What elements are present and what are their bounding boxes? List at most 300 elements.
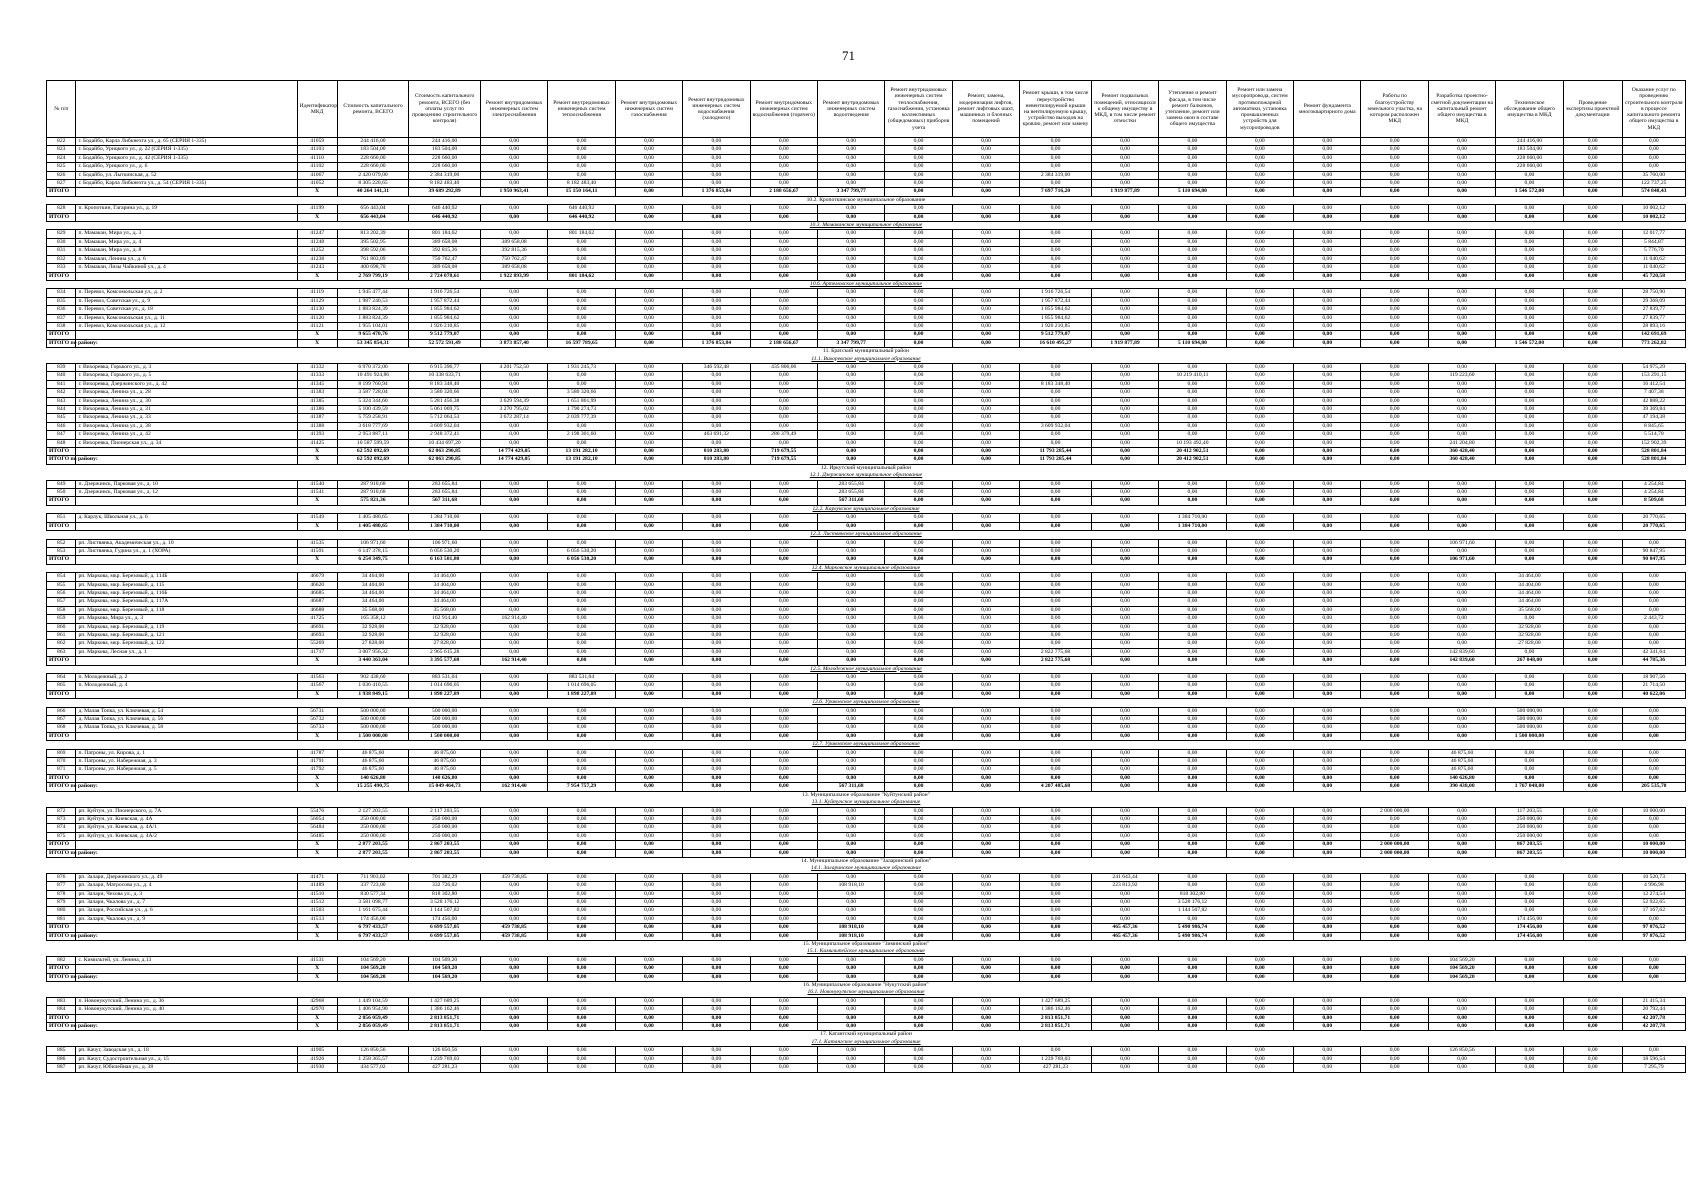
table-cell: 0,00 [480,724,547,732]
table-cell: 0,00 [1226,306,1293,314]
table-cell: 1 384 710,00 [1159,522,1226,530]
table-cell: 0,00 [1091,690,1158,698]
table-cell: 0,00 [683,414,750,422]
table-cell: 1 855 984,62 [409,314,481,322]
table-cell: 0,00 [885,297,952,305]
table-cell: 0,00 [1294,322,1361,330]
address-cell [76,456,297,464]
table-cell: 0,00 [1563,682,1622,690]
table-cell: ИТОГО [47,690,76,698]
table-cell: 0,00 [1563,807,1622,815]
table-cell: 0,00 [615,997,682,1005]
table-cell: 0,00 [615,397,682,405]
table-cell: 2 948 372,41 [409,431,481,439]
table-cell: 0,00 [817,774,884,782]
column-header: Техническое обследование общего имущества в МКД [1496,81,1563,138]
table-cell: 0,00 [1496,907,1563,915]
table-cell: 0,00 [1294,372,1361,380]
table-cell: 0,00 [1091,598,1158,606]
table-cell: 0,00 [1020,598,1092,606]
table-cell: 0,00 [750,915,817,923]
table-cell: 20 412 902,51 [1159,448,1226,456]
table-cell: 0,00 [1496,414,1563,422]
table-cell: 5 110 694,00 [1159,339,1226,347]
table-cell: 0,00 [952,297,1019,305]
total-row [47,339,1686,347]
table-cell: 0,00 [750,873,817,881]
table-cell: 0,00 [480,832,547,840]
table-cell: 0,00 [1091,682,1158,690]
table-cell: 0,00 [1294,205,1361,213]
table-cell: X [297,783,337,791]
table-cell: 0,00 [1020,956,1092,964]
table-cell: 0,00 [1294,314,1361,322]
table-cell: 62 063 290,85 [409,456,481,464]
address-cell: рп. Качуг, Юбилейная ул., д. 38 [76,1064,297,1072]
table-cell: 0,00 [952,589,1019,597]
table-cell: 0,00 [750,956,817,964]
table-cell: 0,00 [952,146,1019,154]
table-cell: 0,00 [1226,331,1293,339]
table-cell: 0,00 [750,439,817,447]
table-cell: 0,00 [548,832,615,840]
table-cell: 0,00 [1361,389,1428,397]
table-cell: 0,00 [1428,631,1495,639]
table-cell: 0,00 [817,539,884,547]
table-row [47,589,1686,597]
table-cell: 6 915 396,77 [409,363,481,371]
table-cell: 0,00 [1159,146,1226,154]
table-cell: 0,00 [615,606,682,614]
table-cell: 0,00 [750,648,817,656]
table-cell: 0,00 [1361,573,1428,581]
address-cell [76,849,297,857]
table-cell: 0,00 [952,841,1019,849]
table-cell: 104 569,20 [337,973,409,981]
table-cell: 750 762,47 [409,255,481,263]
table-cell: ИТОГО [47,1014,76,1022]
table-cell: 5 490 986,74 [1159,932,1226,940]
table-cell: 0,00 [1496,372,1563,380]
table-cell: 0,00 [615,907,682,915]
table-cell: X [297,965,337,973]
table-cell: 97 876,52 [1622,924,1685,932]
table-cell: 0,00 [1428,255,1495,263]
table-cell: 834 [47,289,76,297]
table-cell: 0,00 [548,255,615,263]
table-cell: 0,00 [1091,264,1158,272]
table-cell: 0,00 [1294,556,1361,564]
table-cell: 0,00 [1226,522,1293,530]
table-cell: 0,00 [1091,247,1158,255]
table-cell: 0,00 [1428,289,1495,297]
table-cell: 1 500 000,00 [409,732,481,740]
table-cell: 0,00 [1361,297,1428,305]
table-cell: 0,00 [615,724,682,732]
column-header: Ремонт внутридомовых инженерных систем теплоснабжения, газоснабжения, установка коллективных (общедомовых) приборов учета [885,81,952,138]
table-cell: 0,00 [1563,956,1622,964]
table-cell: 0,00 [1361,171,1428,179]
table-cell: 0,00 [683,890,750,898]
table-cell: 228 660,00 [337,154,409,162]
table-cell: 0,00 [1294,890,1361,898]
table-cell: 882 [47,956,76,964]
repair-budget-table [46,80,1686,1073]
table-cell: 41243 [297,264,337,272]
table-cell: 0,00 [952,573,1019,581]
table-cell: 42 207,78 [1622,1023,1685,1031]
table-cell: 0,00 [1563,997,1622,1005]
table-cell: 0,00 [1226,205,1293,213]
table-cell: 0,00 [1091,841,1158,849]
table-cell: 0,00 [1428,514,1495,522]
table-cell: 1 955 104,01 [337,322,409,330]
table-cell: 0,00 [683,832,750,840]
table-cell: 0,00 [1428,272,1495,280]
total-row [47,522,1686,530]
table-cell: 0,00 [1226,556,1293,564]
table-cell: 0,00 [1361,497,1428,505]
table-cell: 56484 [297,824,337,832]
table-cell: 0,00 [683,598,750,606]
column-header: Ремонт, замена, модернизация лифтов, ремонт лифтовых шахт, машинных и блочных помещений [952,81,1019,138]
table-cell: 887 [47,1064,76,1072]
table-row [47,882,1686,890]
table-row [47,615,1686,623]
table-cell: 0,00 [1091,439,1158,447]
table-cell: 0,00 [1563,598,1622,606]
table-cell: 0,00 [1091,766,1158,774]
table-cell: 0,00 [1563,448,1622,456]
table-cell: 0,00 [1226,380,1293,388]
table-cell: 0,00 [1361,815,1428,823]
table-cell: 0,00 [817,807,884,815]
table-cell: 0,00 [952,331,1019,339]
table-cell: 41102 [297,163,337,171]
table-cell: 0,00 [817,406,884,414]
table-cell: 0,00 [615,598,682,606]
table-cell: 0,00 [1226,180,1293,188]
table-row [47,238,1686,246]
table-cell: 0,00 [480,716,547,724]
table-cell: 0,00 [750,397,817,405]
municipality-heading: 12.1. Дзержинское муниципальное образование [809,472,923,479]
table-cell: 14 774 429,05 [480,456,547,464]
table-cell: 0,00 [1226,615,1293,623]
table-cell: 0,00 [750,163,817,171]
total-row [47,556,1686,564]
table-cell: 0,00 [952,1023,1019,1031]
table-cell: 2 384 319,00 [1020,171,1092,179]
table-cell: 2 813 851,71 [1020,1014,1092,1022]
table-cell: 0,00 [1563,932,1622,940]
table-cell: X [297,448,337,456]
column-header: Ремонт подвальных помещений, относящихся к общему имуществу в МКД, в том числе ремонт отмостки [1091,81,1158,138]
table-cell: 0,00 [817,749,884,757]
table-cell: 0,00 [885,272,952,280]
table-cell: 567 311,68 [409,497,481,505]
table-cell: 434 577,02 [337,1064,409,1072]
table-row [47,815,1686,823]
table-cell: 46 875,60 [1428,749,1495,757]
table-cell: 0,00 [1361,154,1428,162]
table-cell: 0,00 [817,230,884,238]
table-cell: 183 504,00 [337,146,409,154]
table-cell: 46 875,60 [337,749,409,757]
table-cell: 0,00 [952,556,1019,564]
table-cell: 0,00 [683,674,750,682]
address-cell [76,497,297,505]
table-cell: 0,00 [683,522,750,530]
table-cell: 0,00 [1294,146,1361,154]
address-cell: рп. Маркова, Мира ул., д. 3 [76,615,297,623]
table-cell: 0,00 [683,956,750,964]
table-cell: 0,00 [683,615,750,623]
table-cell: 0,00 [1294,1023,1361,1031]
table-cell: 398 592,06 [337,247,409,255]
table-cell: 0,00 [615,783,682,791]
table-cell: 0,00 [615,732,682,740]
table-cell: 0,00 [1091,732,1158,740]
table-cell: 0,00 [1294,932,1361,940]
table-cell: 41238 [297,255,337,263]
table-cell: 0,00 [952,171,1019,179]
table-cell: 839 [47,363,76,371]
table-cell: 0,00 [1091,807,1158,815]
table-cell: 0,00 [885,255,952,263]
table-cell: X [297,456,337,464]
address-cell [76,522,297,530]
table-cell: 0,00 [1622,146,1685,154]
table-cell: 500 000,00 [409,707,481,715]
table-cell: 10 491 924,86 [337,372,409,380]
table-cell: 0,00 [1226,138,1293,146]
table-cell: 0,00 [1361,339,1428,347]
total-row [47,448,1686,456]
table-cell: 0,00 [1361,824,1428,832]
table-cell: 287 910,68 [337,480,409,488]
table-cell: 0,00 [1226,422,1293,430]
table-cell: 500 000,00 [409,716,481,724]
table-cell: 0,00 [1622,965,1685,973]
table-cell: ИТОГО [47,732,76,740]
table-cell: 0,00 [1496,205,1563,213]
table-cell: 4 207 485,68 [1020,783,1092,791]
table-cell: 841 [47,380,76,388]
table-cell: 0,00 [1496,389,1563,397]
table-cell: 646 440,92 [548,205,615,213]
table-cell: 0,00 [1294,631,1361,639]
table-cell: ИТОГО по району: [47,849,76,857]
table-cell: 0,00 [817,841,884,849]
table-cell: 162 914,40 [480,783,547,791]
address-cell: п. Перевоз, Комсомольская ул., д. 12 [76,322,297,330]
table-cell: 0,00 [1091,406,1158,414]
table-cell: 3 609 932,04 [409,422,481,430]
table-cell: 0,00 [1294,1047,1361,1055]
table-cell: 0,00 [615,331,682,339]
table-cell: 0,00 [1294,640,1361,648]
table-cell: 0,00 [1428,213,1495,221]
table-cell: 0,00 [1361,915,1428,923]
table-cell: 46691 [297,623,337,631]
table-cell: 0,00 [1563,915,1622,923]
table-cell: 0,00 [1361,682,1428,690]
table-cell: 7 697 716,20 [1020,188,1092,196]
table-cell: 0,00 [885,188,952,196]
table-cell: 0,00 [885,581,952,589]
table-cell: 0,00 [1496,766,1563,774]
table-cell: 0,00 [1361,832,1428,840]
table-cell: 0,00 [885,547,952,555]
table-cell: 10 000,00 [1622,841,1685,849]
table-cell: 0,00 [1091,965,1158,973]
table-cell: 0,00 [885,306,952,314]
table-cell: 0,00 [750,322,817,330]
table-cell: 0,00 [1226,873,1293,881]
table-row [47,255,1686,263]
table-cell: 0,00 [1226,1023,1293,1031]
table-cell: 3 440 363,04 [337,657,409,665]
table-cell: 0,00 [1226,456,1293,464]
table-cell: 0,00 [750,522,817,530]
table-cell: 0,00 [885,406,952,414]
table-cell: 0,00 [952,598,1019,606]
table-cell: 0,00 [1226,915,1293,923]
table-cell: 0,00 [1563,758,1622,766]
table-cell: 34 464,00 [409,598,481,606]
table-cell: 0,00 [615,915,682,923]
address-cell: п. Молодежный, д. 4 [76,682,297,690]
table-cell: 1 938 849,15 [337,690,409,698]
table-cell: 10 000,00 [1622,807,1685,815]
table-cell: 6 147 378,15 [337,547,409,555]
address-cell [76,339,297,347]
table-cell: 34 464,00 [337,573,409,581]
table-cell: 0,00 [817,824,884,832]
table-cell: 0,00 [1020,497,1092,505]
table-cell: 0,00 [885,973,952,981]
table-cell: X [297,556,337,564]
table-row [47,314,1686,322]
table-cell: ИТОГО [47,556,76,564]
table-cell: 0,00 [615,431,682,439]
table-row [47,766,1686,774]
table-cell: 0,00 [750,606,817,614]
table-cell: 0,00 [885,841,952,849]
table-cell: 883 [47,997,76,1005]
table-cell: 0,00 [1622,973,1685,981]
table-cell: 0,00 [615,815,682,823]
table-cell: 2 953 887,11 [337,431,409,439]
table-cell: 0,00 [615,690,682,698]
table-cell: 0,00 [480,758,547,766]
table-cell: 0,00 [1159,682,1226,690]
table-cell: 0,00 [750,372,817,380]
table-cell: 3 270 795,02 [480,406,547,414]
table-cell: 140 626,80 [337,774,409,782]
table-cell: 0,00 [1226,965,1293,973]
table-cell: 0,00 [480,289,547,297]
table-cell: 0,00 [1226,732,1293,740]
table-cell: 4 201 752,50 [480,363,547,371]
table-cell: 0,00 [817,997,884,1005]
table-cell: 0,00 [1020,363,1092,371]
table-cell: 0,00 [1226,783,1293,791]
table-cell: 8 182 483,40 [409,180,481,188]
table-cell: 1 916 726,54 [409,289,481,297]
table-cell: 0,00 [885,573,952,581]
table-cell: 0,00 [817,598,884,606]
table-cell: 0,00 [1294,657,1361,665]
table-cell: 0,00 [615,640,682,648]
table-cell: 250 000,00 [1496,824,1563,832]
table-row [47,489,1686,497]
table-cell: 0,00 [1020,841,1092,849]
table-cell: 0,00 [1563,1047,1622,1055]
table-cell: 39 689 292,89 [409,188,481,196]
table-cell: 0,00 [480,598,547,606]
table-cell: 0,00 [615,873,682,881]
table-cell: 0,00 [683,815,750,823]
table-row [47,406,1686,414]
table-cell: 0,00 [1020,514,1092,522]
table-cell: 0,00 [750,1064,817,1072]
district-heading: 10.2. Кропоткинское муниципальное образование [806,196,926,203]
table-cell: 0,00 [952,397,1019,405]
table-cell: 0,00 [683,648,750,656]
table-cell: 0,00 [683,406,750,414]
table-cell: 0,00 [683,138,750,146]
table-cell: 861 [47,631,76,639]
table-cell: 0,00 [1294,264,1361,272]
table-cell: 0,00 [1091,205,1158,213]
table-cell: 46620 [297,581,337,589]
table-cell: 0,00 [1020,230,1092,238]
table-cell: 0,00 [1496,489,1563,497]
table-cell: 0,00 [1428,306,1495,314]
table-cell: 0,00 [817,973,884,981]
table-row [47,431,1686,439]
table-cell: 0,00 [1294,606,1361,614]
table-cell: 0,00 [1496,873,1563,881]
table-cell: 0,00 [1091,573,1158,581]
table-cell: 0,00 [885,372,952,380]
table-cell: 0,00 [1294,807,1361,815]
table-cell: 0,00 [615,1014,682,1022]
table-cell: 0,00 [750,631,817,639]
table-cell: 773 262,82 [1622,339,1685,347]
address-cell: рп. Маркова, мкр. Березовый, д. 115 [76,581,297,589]
table-cell: 0,00 [1563,372,1622,380]
address-cell [76,331,297,339]
table-cell: 459 738,85 [480,932,547,940]
table-cell: 0,00 [750,657,817,665]
table-cell: 0,00 [548,331,615,339]
table-cell: 0,00 [1020,247,1092,255]
table-cell: 0,00 [683,205,750,213]
table-cell: 1 405 480,65 [337,514,409,522]
table-cell: 2 813 851,71 [409,1014,481,1022]
table-cell: 0,00 [817,832,884,840]
table-cell: 0,00 [480,815,547,823]
table-cell: 0,00 [1226,581,1293,589]
table-cell: 831 [47,247,76,255]
table-cell: 0,00 [1622,623,1685,631]
table-cell: 0,00 [1496,615,1563,623]
table-cell: 0,00 [1159,640,1226,648]
table-cell: 0,00 [1226,272,1293,280]
